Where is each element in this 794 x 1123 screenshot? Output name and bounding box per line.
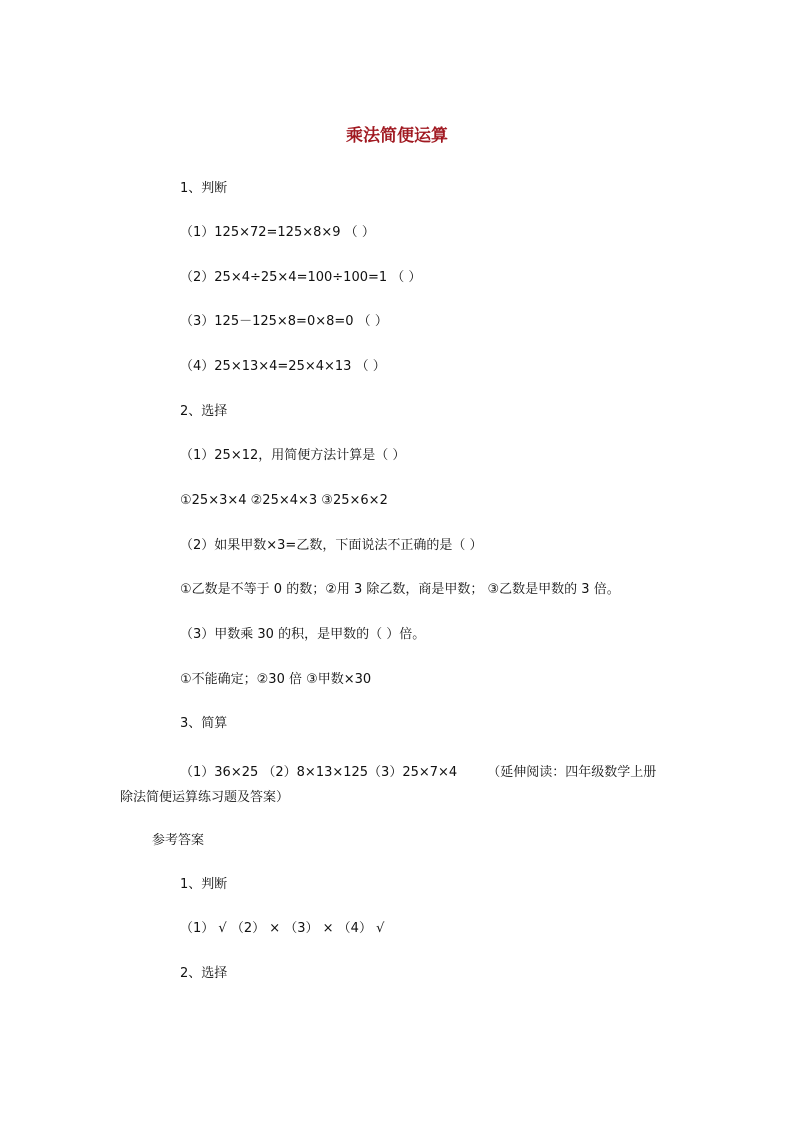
choose-options-2: ①乙数是不等于 0 的数；②用 3 除乙数，商是甲数； ③乙数是甲数的 3 倍。 [180,582,620,597]
choose-options-3: ①不能确定；②30 倍 ③甲数×30 [180,672,372,687]
answers-choose-heading: 2、选择 [180,966,228,981]
choose-question-2: （2）如果甲数×3=乙数，下面说法不正确的是（ ） [180,538,483,553]
page-title: 乘法简便运算 [346,126,448,146]
choose-question-1: （1）25×12，用简便方法计算是（ ） [180,448,406,463]
section-heading-choose: 2、选择 [180,404,228,419]
calc-problems: （1）36×25 （2）8×13×125（3）25×7×4 [180,765,458,780]
judge-item-1: （1）125×72=125×8×9 （ ） [180,225,375,240]
judge-item-4: （4）25×13×4=25×4×13 （ ） [180,359,386,374]
extended-reading-link[interactable]: （延伸阅读：四年级数学上册 [487,765,657,780]
calc-problems-block [0,760,794,810]
answers-judge-values: （1） √ （2） × （3） × （4） √ [180,921,385,936]
answers-heading: 参考答案 [152,833,205,848]
choose-question-3: （3）甲数乘 30 的积，是甲数的（ ）倍。 [180,627,426,642]
judge-item-2: （2）25×4÷25×4=100÷100=1 （ ） [180,270,422,285]
answers-judge-heading: 1、判断 [180,877,228,892]
section-heading-calc: 3、简算 [180,716,228,731]
section-heading-judge: 1、判断 [180,181,228,196]
choose-options-1: ①25×3×4 ②25×4×3 ③25×6×2 [180,493,388,508]
extended-reading-continuation[interactable]: 除法简便运算练习题及答案） [120,790,290,805]
judge-item-3: （3）125－125×8=0×8=0 （ ） [180,314,388,329]
calc-problems-line [0,760,794,785]
